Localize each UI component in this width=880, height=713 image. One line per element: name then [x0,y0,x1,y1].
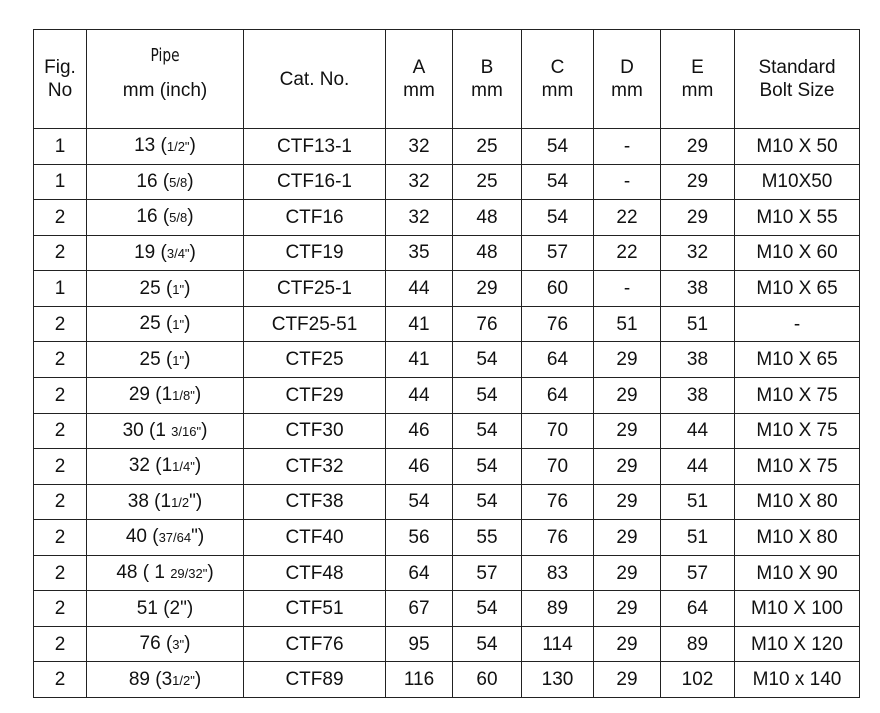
cell-a: 32 [386,164,453,200]
table-row [34,377,860,413]
cell-pipe: 16 (5/8) [87,164,244,200]
table-row [34,271,860,307]
header-cat: Cat. No. [244,30,386,129]
cell-b: 54 [453,377,522,413]
table-row [34,662,860,698]
table-row [34,306,860,342]
cell-e: 38 [661,342,735,378]
cell-bolt: M10 X 50 [735,129,860,165]
table-body [34,129,860,698]
cell-fig: 2 [34,449,87,485]
cell-d: 29 [594,520,661,556]
cell-e: 29 [661,129,735,165]
cell-d: 22 [594,235,661,271]
cell-pipe: 16 (5/8) [87,200,244,236]
cell-d: - [594,164,661,200]
cell-fig: 1 [34,164,87,200]
cell-fig: 2 [34,520,87,556]
cell-bolt: M10X50 [735,164,860,200]
table-row [34,520,860,556]
cell-b: 48 [453,235,522,271]
cell-pipe: 48 ( 1 29/32") [87,555,244,591]
cell-a: 44 [386,377,453,413]
cell-bolt: - [735,306,860,342]
cell-fig: 1 [34,129,87,165]
cell-cat: CTF30 [244,413,386,449]
cell-c: 89 [522,591,594,627]
table-row [34,235,860,271]
cell-e: 51 [661,484,735,520]
cell-e: 38 [661,377,735,413]
cell-fig: 1 [34,271,87,307]
cell-d: 29 [594,591,661,627]
header-row [34,30,860,129]
cell-d: - [594,129,661,165]
cell-pipe: 89 (31/2") [87,662,244,698]
table-row [34,342,860,378]
cell-bolt: M10 X 120 [735,626,860,662]
cell-e: 51 [661,306,735,342]
cell-b: 55 [453,520,522,556]
cell-bolt: M10 X 90 [735,555,860,591]
cell-a: 32 [386,200,453,236]
cell-cat: CTF29 [244,377,386,413]
cell-a: 67 [386,591,453,627]
cell-bolt: M10 X 60 [735,235,860,271]
cell-b: 76 [453,306,522,342]
cell-d: 29 [594,662,661,698]
header-d: D mm [594,30,661,129]
cell-fig: 2 [34,377,87,413]
header-fig: Fig. No [34,30,87,129]
cell-d: 51 [594,306,661,342]
cell-bolt: M10 X 80 [735,520,860,556]
cell-cat: CTF16-1 [244,164,386,200]
cell-cat: CTF51 [244,591,386,627]
cell-e: 29 [661,164,735,200]
cell-e: 32 [661,235,735,271]
cell-b: 25 [453,164,522,200]
cell-fig: 2 [34,235,87,271]
cell-cat: CTF89 [244,662,386,698]
cell-c: 57 [522,235,594,271]
cell-a: 64 [386,555,453,591]
cell-pipe: 51 (2") [87,591,244,627]
cell-bolt: M10 X 75 [735,377,860,413]
cell-b: 57 [453,555,522,591]
cell-e: 44 [661,413,735,449]
cell-fig: 2 [34,200,87,236]
cell-c: 70 [522,449,594,485]
header-a: A mm [386,30,453,129]
cell-e: 57 [661,555,735,591]
cell-c: 76 [522,484,594,520]
cell-c: 114 [522,626,594,662]
cell-cat: CTF16 [244,200,386,236]
cell-b: 54 [453,342,522,378]
cell-fig: 2 [34,555,87,591]
cell-a: 95 [386,626,453,662]
cell-fig: 2 [34,626,87,662]
cell-c: 60 [522,271,594,307]
cell-d: 29 [594,413,661,449]
header-c: C mm [522,30,594,129]
header-b: B mm [453,30,522,129]
header-bolt: Standard Bolt Size [735,30,860,129]
cell-d: - [594,271,661,307]
cell-cat: CTF25-51 [244,306,386,342]
cell-b: 29 [453,271,522,307]
cell-a: 54 [386,484,453,520]
cell-cat: CTF32 [244,449,386,485]
cell-cat: CTF40 [244,520,386,556]
header-e: E mm [661,30,735,129]
cell-pipe: 19 (3/4") [87,235,244,271]
table-row [34,164,860,200]
cell-d: 29 [594,484,661,520]
table-row [34,449,860,485]
cell-a: 32 [386,129,453,165]
cell-b: 25 [453,129,522,165]
cell-b: 54 [453,591,522,627]
cell-a: 44 [386,271,453,307]
cell-pipe: 29 (11/8") [87,377,244,413]
cell-b: 60 [453,662,522,698]
cell-cat: CTF25-1 [244,271,386,307]
cell-bolt: M10 X 65 [735,271,860,307]
cell-cat: CTF13-1 [244,129,386,165]
cell-a: 35 [386,235,453,271]
cell-pipe: 25 (1") [87,342,244,378]
cell-c: 64 [522,342,594,378]
table-row [34,591,860,627]
cell-c: 54 [522,164,594,200]
cell-cat: CTF38 [244,484,386,520]
cell-fig: 2 [34,342,87,378]
table-row [34,413,860,449]
cell-e: 44 [661,449,735,485]
cell-bolt: M10 X 80 [735,484,860,520]
table-row [34,626,860,662]
cell-c: 54 [522,200,594,236]
cell-pipe: 38 (11/2") [87,484,244,520]
cell-fig: 2 [34,662,87,698]
cell-bolt: M10 x 140 [735,662,860,698]
cell-d: 22 [594,200,661,236]
cell-a: 56 [386,520,453,556]
cell-d: 29 [594,342,661,378]
cell-cat: CTF25 [244,342,386,378]
cell-fig: 2 [34,306,87,342]
cell-a: 41 [386,306,453,342]
header-pipe: Pipe mm (inch) [87,30,244,129]
cell-a: 116 [386,662,453,698]
cell-bolt: M10 X 75 [735,413,860,449]
table-row [34,200,860,236]
cell-d: 29 [594,626,661,662]
cell-cat: CTF48 [244,555,386,591]
cell-pipe: 13 (1/2") [87,129,244,165]
cell-e: 64 [661,591,735,627]
cell-e: 29 [661,200,735,236]
cell-pipe: 76 (3") [87,626,244,662]
cell-e: 38 [661,271,735,307]
cell-e: 89 [661,626,735,662]
cell-b: 48 [453,200,522,236]
cell-b: 54 [453,484,522,520]
cell-pipe: 25 (1") [87,306,244,342]
cell-pipe: 30 (1 3/16") [87,413,244,449]
cell-b: 54 [453,413,522,449]
cell-d: 29 [594,449,661,485]
cell-c: 70 [522,413,594,449]
cell-a: 46 [386,449,453,485]
cell-a: 46 [386,413,453,449]
cell-b: 54 [453,449,522,485]
cell-bolt: M10 X 55 [735,200,860,236]
cell-e: 102 [661,662,735,698]
cell-cat: CTF19 [244,235,386,271]
cell-pipe: 32 (11/4") [87,449,244,485]
cell-b: 54 [453,626,522,662]
cell-cat: CTF76 [244,626,386,662]
cell-d: 29 [594,555,661,591]
cell-c: 130 [522,662,594,698]
table-row [34,555,860,591]
cell-fig: 2 [34,484,87,520]
spec-table [33,29,860,698]
cell-bolt: M10 X 100 [735,591,860,627]
cell-fig: 2 [34,591,87,627]
cell-e: 51 [661,520,735,556]
table-row [34,129,860,165]
cell-a: 41 [386,342,453,378]
cell-c: 76 [522,306,594,342]
cell-d: 29 [594,377,661,413]
cell-bolt: M10 X 65 [735,342,860,378]
cell-c: 54 [522,129,594,165]
cell-bolt: M10 X 75 [735,449,860,485]
cell-pipe: 40 (37/64") [87,520,244,556]
cell-c: 64 [522,377,594,413]
table-row [34,484,860,520]
cell-c: 83 [522,555,594,591]
cell-c: 76 [522,520,594,556]
cell-fig: 2 [34,413,87,449]
cell-pipe: 25 (1") [87,271,244,307]
